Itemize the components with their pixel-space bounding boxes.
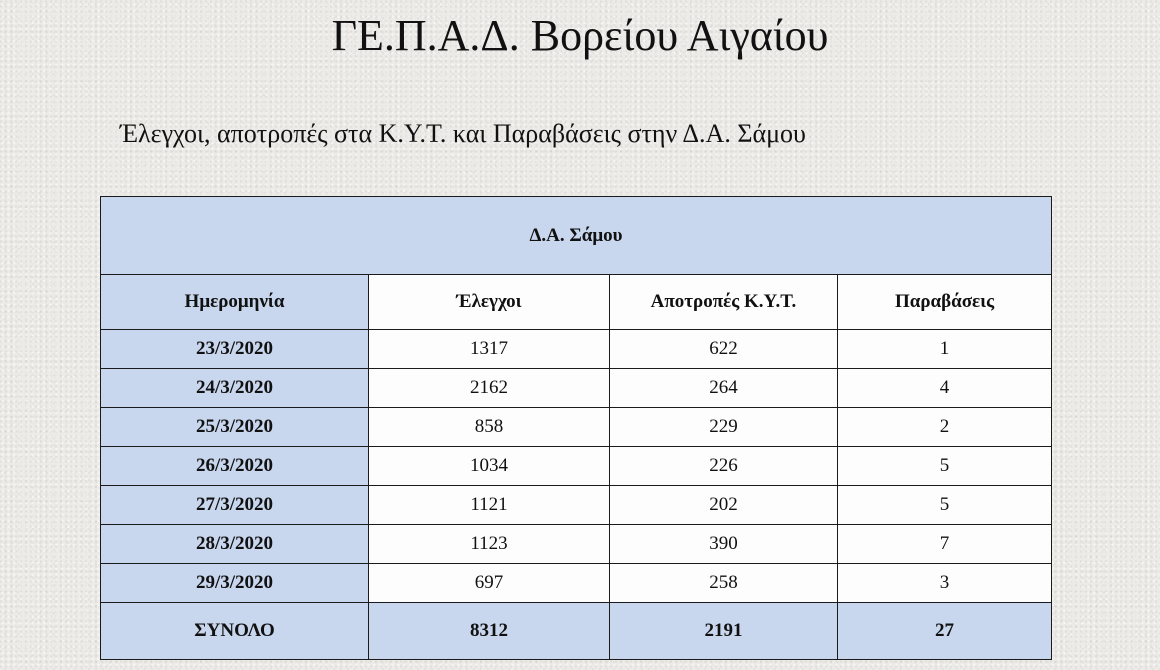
row-violations: 7 <box>838 525 1052 564</box>
row-checks: 2162 <box>369 369 610 408</box>
column-header-checks: Έλεγχοι <box>369 275 610 330</box>
row-deterrences: 226 <box>610 447 838 486</box>
row-deterrences: 390 <box>610 525 838 564</box>
row-deterrences: 258 <box>610 564 838 603</box>
table-row <box>101 408 1052 447</box>
table-row <box>101 564 1052 603</box>
row-deterrences: 622 <box>610 330 838 369</box>
table-row <box>101 330 1052 369</box>
row-violations: 2 <box>838 408 1052 447</box>
table-row <box>101 369 1052 408</box>
row-date: 23/3/2020 <box>101 330 369 369</box>
total-label: ΣΥΝΟΛΟ <box>101 603 369 660</box>
row-date: 25/3/2020 <box>101 408 369 447</box>
table-row <box>101 486 1052 525</box>
row-violations: 4 <box>838 369 1052 408</box>
total-deterrences: 2191 <box>610 603 838 660</box>
row-date: 28/3/2020 <box>101 525 369 564</box>
row-checks: 1123 <box>369 525 610 564</box>
page-subtitle: Έλεγχοι, αποτροπές στα Κ.Υ.Τ. και Παραβάσεις στην Δ.Α. Σάμου <box>120 119 806 148</box>
row-violations: 1 <box>838 330 1052 369</box>
table-row <box>101 525 1052 564</box>
table-caption: Δ.Α. Σάμου <box>101 197 1052 275</box>
total-checks: 8312 <box>369 603 610 660</box>
table-total-row <box>101 603 1052 660</box>
row-checks: 1034 <box>369 447 610 486</box>
statistics-table <box>100 196 1052 660</box>
row-date: 27/3/2020 <box>101 486 369 525</box>
row-checks: 858 <box>369 408 610 447</box>
row-date: 29/3/2020 <box>101 564 369 603</box>
row-violations: 3 <box>838 564 1052 603</box>
table-header-row <box>101 275 1052 330</box>
row-violations: 5 <box>838 486 1052 525</box>
cut-off-heading-line <box>460 0 740 2</box>
row-checks: 1121 <box>369 486 610 525</box>
row-date: 24/3/2020 <box>101 369 369 408</box>
row-date: 26/3/2020 <box>101 447 369 486</box>
row-deterrences: 264 <box>610 369 838 408</box>
total-violations: 27 <box>838 603 1052 660</box>
column-header-deterrences: Αποτροπές Κ.Υ.Τ. <box>610 275 838 330</box>
row-checks: 1317 <box>369 330 610 369</box>
row-violations: 5 <box>838 447 1052 486</box>
column-header-violations: Παραβάσεις <box>838 275 1052 330</box>
table-caption-row <box>101 197 1052 275</box>
table-row <box>101 447 1052 486</box>
row-deterrences: 229 <box>610 408 838 447</box>
column-header-date: Ημερομηνία <box>101 275 369 330</box>
row-checks: 697 <box>369 564 610 603</box>
page-title: ΓΕ.Π.Α.Δ. Βορείου Αιγαίου <box>331 11 829 60</box>
row-deterrences: 202 <box>610 486 838 525</box>
